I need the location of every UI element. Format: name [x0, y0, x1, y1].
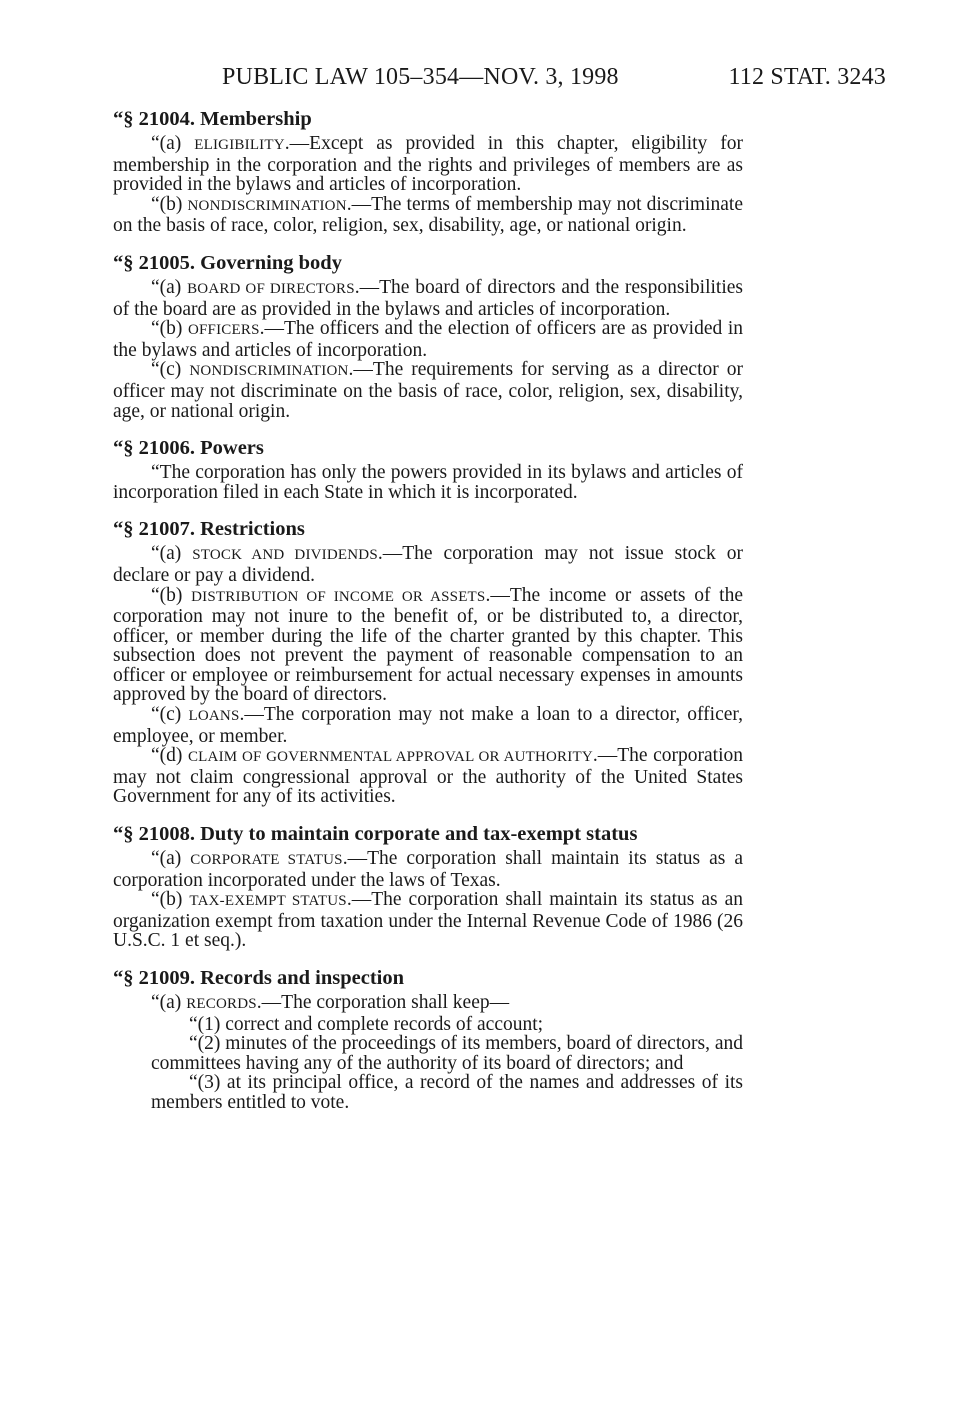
- section-21006: [113, 437, 743, 502]
- subsection-caption: OFFICERS: [187, 322, 260, 339]
- paragraph-2: “(2) minutes of the proceedings of its members, board of directors, and committees having any of the authority of its board of directors; and: [151, 1033, 743, 1074]
- subsection-caption: CLAIM OF GOVERNMENTAL APPROVAL OR AUTHORITY: [187, 749, 593, 766]
- subsection-caption: STOCK AND DIVIDENDS: [192, 547, 378, 564]
- header-stat: 112 STAT. 3243: [728, 64, 886, 90]
- section-21008: [113, 823, 743, 951]
- section-text: “The corporation has only the powers provided in its bylaws and articles of incorporation filed in each State in which it is incorporated.: [113, 462, 743, 503]
- section-21004: [113, 108, 743, 236]
- subsection-b: “(b) DISTRIBUTION OF INCOME OR ASSETS.—The income or assets of the corporation may not inure to the benefit of, or be distributed to, a director, officer, or member during the life of the charter granted by this chapter. This subsection does not prevent the payment of reasonable compensation to an officer or employee or reimbursement for actual necessary expenses in amounts approved by the board of directors.: [113, 584, 743, 706]
- subsection-caption: ELIGIBILITY: [194, 137, 285, 153]
- section-heading: “§ 21005. Governing body: [113, 251, 342, 274]
- subsection-caption: RECORDS: [186, 996, 257, 1012]
- section-heading: “§ 21008. Duty to maintain corporate and tax-exempt status: [113, 823, 638, 846]
- section-heading: “§ 21004. Membership: [113, 108, 312, 130]
- subsection-a: “(a) STOCK AND DIVIDENDS.—The corporation may not issue stock or declare or pay a dividend.: [113, 543, 743, 586]
- subsection-caption: NONDISCRIMINATION: [189, 363, 349, 380]
- header-citation: PUBLIC LAW 105–354—NOV. 3, 1998: [222, 64, 619, 90]
- subsection-caption: NONDISCRIMINATION: [187, 197, 347, 214]
- subsection-c: “(c) NONDISCRIMINATION.—The requirements for serving as a director or officer may not discriminate on the basis of race, color, religion, sex, disability, age, or national origin.: [113, 359, 743, 422]
- subsection-d: “(d) CLAIM OF GOVERNMENTAL APPROVAL OR AUTHORITY.—The corporation may not claim congressional approval or the authority of the United States Government for any of its activities.: [113, 745, 743, 808]
- subsection-c: “(c) LOANS.—The corporation may not make a loan to a director, officer, employee, or member.: [113, 704, 743, 747]
- subsection-a: “(a) CORPORATE STATUS.—The corporation shall maintain its status as a corporation incorporated under the laws of Texas.: [113, 848, 744, 891]
- paragraph-3: “(3) at its principal office, a record of the names and addresses of its members entitled to vote.: [151, 1072, 743, 1113]
- section-21007: [113, 518, 743, 807]
- document-body: [113, 108, 743, 1129]
- subsection-a: “(a) RECORDS.—The corporation shall keep—: [151, 992, 510, 1013]
- subsection-b: “(b) TAX-EXEMPT STATUS.—The corporation shall maintain its status as an organization exempt from taxation under the Internal Revenue Code of 1986 (26 U.S.C. 1 et seq.).: [113, 889, 744, 952]
- section-heading: “§ 21009. Records and inspection: [113, 967, 405, 989]
- subsection-caption: CORPORATE STATUS: [190, 852, 343, 869]
- subsection-b: “(b) NONDISCRIMINATION.—The terms of membership may not discriminate on the basis of race, color, religion, sex, disability, age, or national origin.: [113, 193, 743, 237]
- section-heading: “§ 21006. Powers: [113, 437, 264, 460]
- subsection-a: “(a) ELIGIBILITY.—Except as provided in this chapter, eligibility for membership in the corporation and the rights and privileges of members are as provided in the bylaws and articles of incorporation.: [113, 133, 743, 196]
- subsection-a: “(a) BOARD OF DIRECTORS.—The board of directors and the responsibilities of the board are as provided in the bylaws and articles of incorporation.: [113, 276, 743, 320]
- subsection-caption: LOANS: [188, 708, 240, 725]
- section-21005: [113, 252, 743, 421]
- subsection-caption: BOARD OF DIRECTORS: [187, 280, 355, 297]
- subsection-caption: TAX-EXEMPT STATUS: [189, 893, 347, 910]
- subsection-b: “(b) OFFICERS.—The officers and the election of officers are as provided in the bylaws and articles of incorporation.: [113, 318, 743, 361]
- paragraph-1: “(1) correct and complete records of account;: [189, 1013, 544, 1035]
- section-heading: “§ 21007. Restrictions: [113, 518, 305, 541]
- page-header: [222, 64, 886, 94]
- subsection-caption: DISTRIBUTION OF INCOME OR ASSETS: [191, 588, 486, 605]
- section-21009: [113, 967, 743, 1113]
